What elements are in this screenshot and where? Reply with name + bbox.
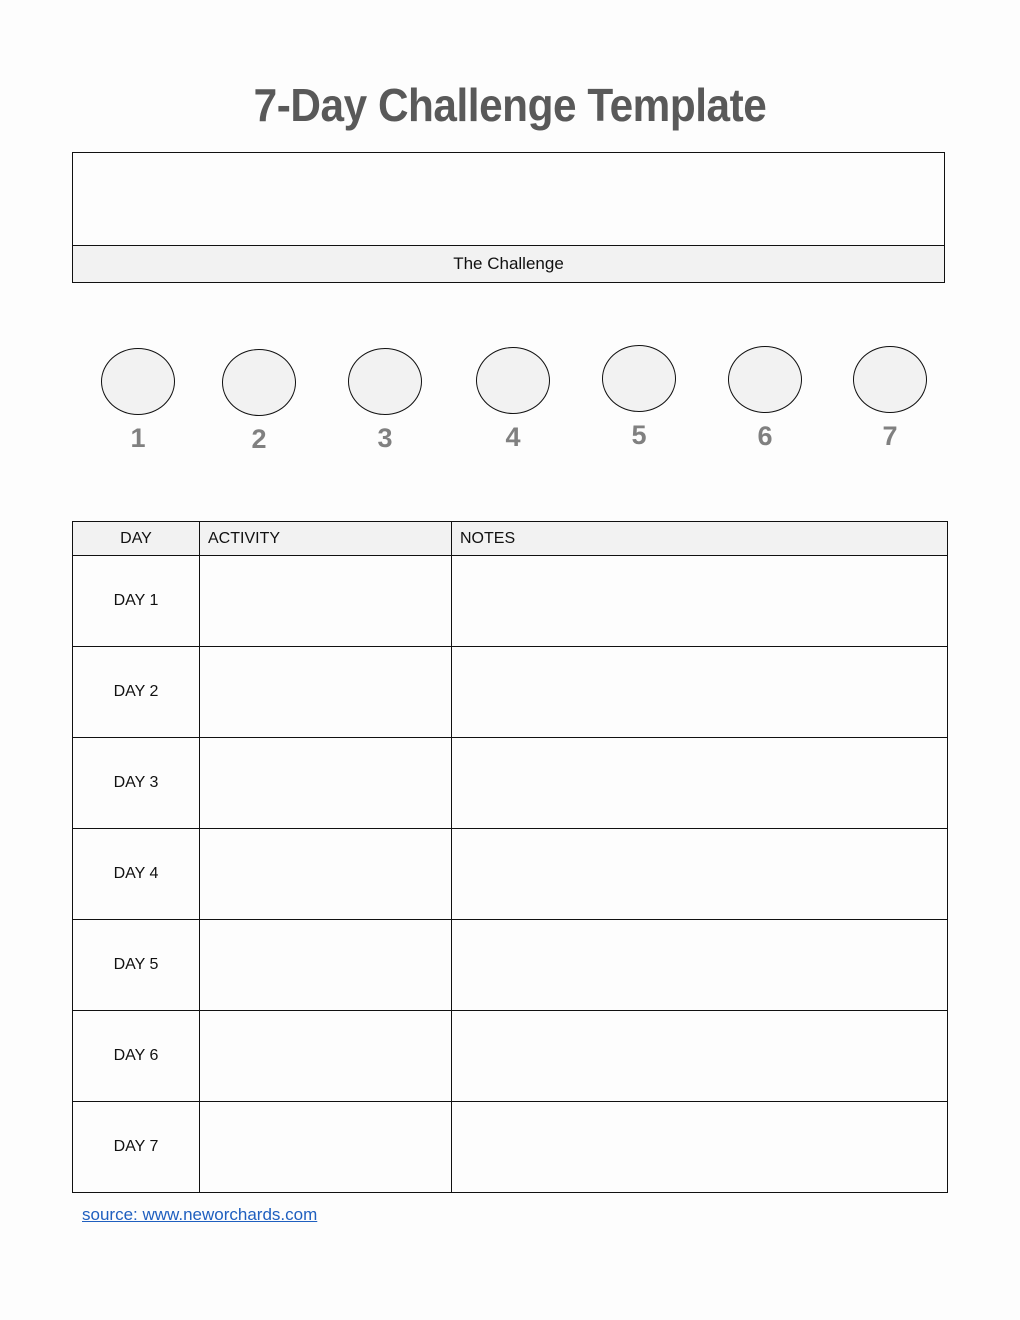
activity-cell[interactable] <box>200 1102 452 1193</box>
checkbox-circle-icon[interactable] <box>348 348 422 415</box>
challenge-box <box>72 152 945 283</box>
challenge-label: The Challenge <box>73 245 944 282</box>
activity-cell[interactable] <box>200 556 452 647</box>
tracker-day-number: 6 <box>757 421 773 451</box>
notes-cell[interactable] <box>452 829 948 920</box>
activity-cell[interactable] <box>200 647 452 738</box>
checkbox-circle-icon[interactable] <box>602 345 676 412</box>
notes-cell[interactable] <box>452 647 948 738</box>
checkbox-circle-icon[interactable] <box>476 347 550 414</box>
challenge-log-table <box>72 521 948 1193</box>
tracker-day-6[interactable] <box>725 346 805 452</box>
activity-cell[interactable] <box>200 829 452 920</box>
checkbox-circle-icon[interactable] <box>222 349 296 416</box>
tracker-day-number: 1 <box>130 423 146 453</box>
day-cell: DAY 7 <box>73 1102 200 1193</box>
notes-cell[interactable] <box>452 920 948 1011</box>
table-row <box>73 647 948 738</box>
tracker-day-number: 3 <box>377 423 393 453</box>
table-row <box>73 738 948 829</box>
source-link[interactable]: source: www.neworchards.com <box>82 1205 318 1224</box>
column-header-notes: NOTES <box>452 522 948 556</box>
day-cell: DAY 6 <box>73 1011 200 1102</box>
activity-cell[interactable] <box>200 920 452 1011</box>
table-row <box>73 1011 948 1102</box>
day-cell: DAY 5 <box>73 920 200 1011</box>
tracker-day-1[interactable] <box>98 348 178 454</box>
page-title: 7-Day Challenge Template <box>253 79 767 131</box>
checkbox-circle-icon[interactable] <box>101 348 175 415</box>
checkbox-circle-icon[interactable] <box>853 346 927 413</box>
column-header-activity: ACTIVITY <box>200 522 452 556</box>
day-cell: DAY 4 <box>73 829 200 920</box>
notes-cell[interactable] <box>452 556 948 647</box>
notes-cell[interactable] <box>452 738 948 829</box>
tracker-day-number: 4 <box>505 422 521 452</box>
day-cell: DAY 1 <box>73 556 200 647</box>
activity-cell[interactable] <box>200 738 452 829</box>
challenge-input[interactable] <box>73 153 944 245</box>
table-row <box>73 1102 948 1193</box>
tracker-day-number: 2 <box>251 424 267 454</box>
tracker-day-5[interactable] <box>599 345 679 451</box>
checkbox-circle-icon[interactable] <box>728 346 802 413</box>
column-header-day: DAY <box>73 522 200 556</box>
notes-cell[interactable] <box>452 1102 948 1193</box>
tracker-day-3[interactable] <box>345 348 425 454</box>
day-tracker <box>0 340 1020 470</box>
table-row <box>73 556 948 647</box>
activity-cell[interactable] <box>200 1011 452 1102</box>
day-cell: DAY 3 <box>73 738 200 829</box>
tracker-day-2[interactable] <box>219 349 299 455</box>
notes-cell[interactable] <box>452 1011 948 1102</box>
tracker-day-number: 5 <box>631 420 647 450</box>
tracker-day-number: 7 <box>882 421 898 451</box>
table-header-row <box>73 522 948 556</box>
table-row <box>73 829 948 920</box>
day-cell: DAY 2 <box>73 647 200 738</box>
tracker-day-4[interactable] <box>473 347 553 453</box>
table-row <box>73 920 948 1011</box>
tracker-day-7[interactable] <box>850 346 930 452</box>
